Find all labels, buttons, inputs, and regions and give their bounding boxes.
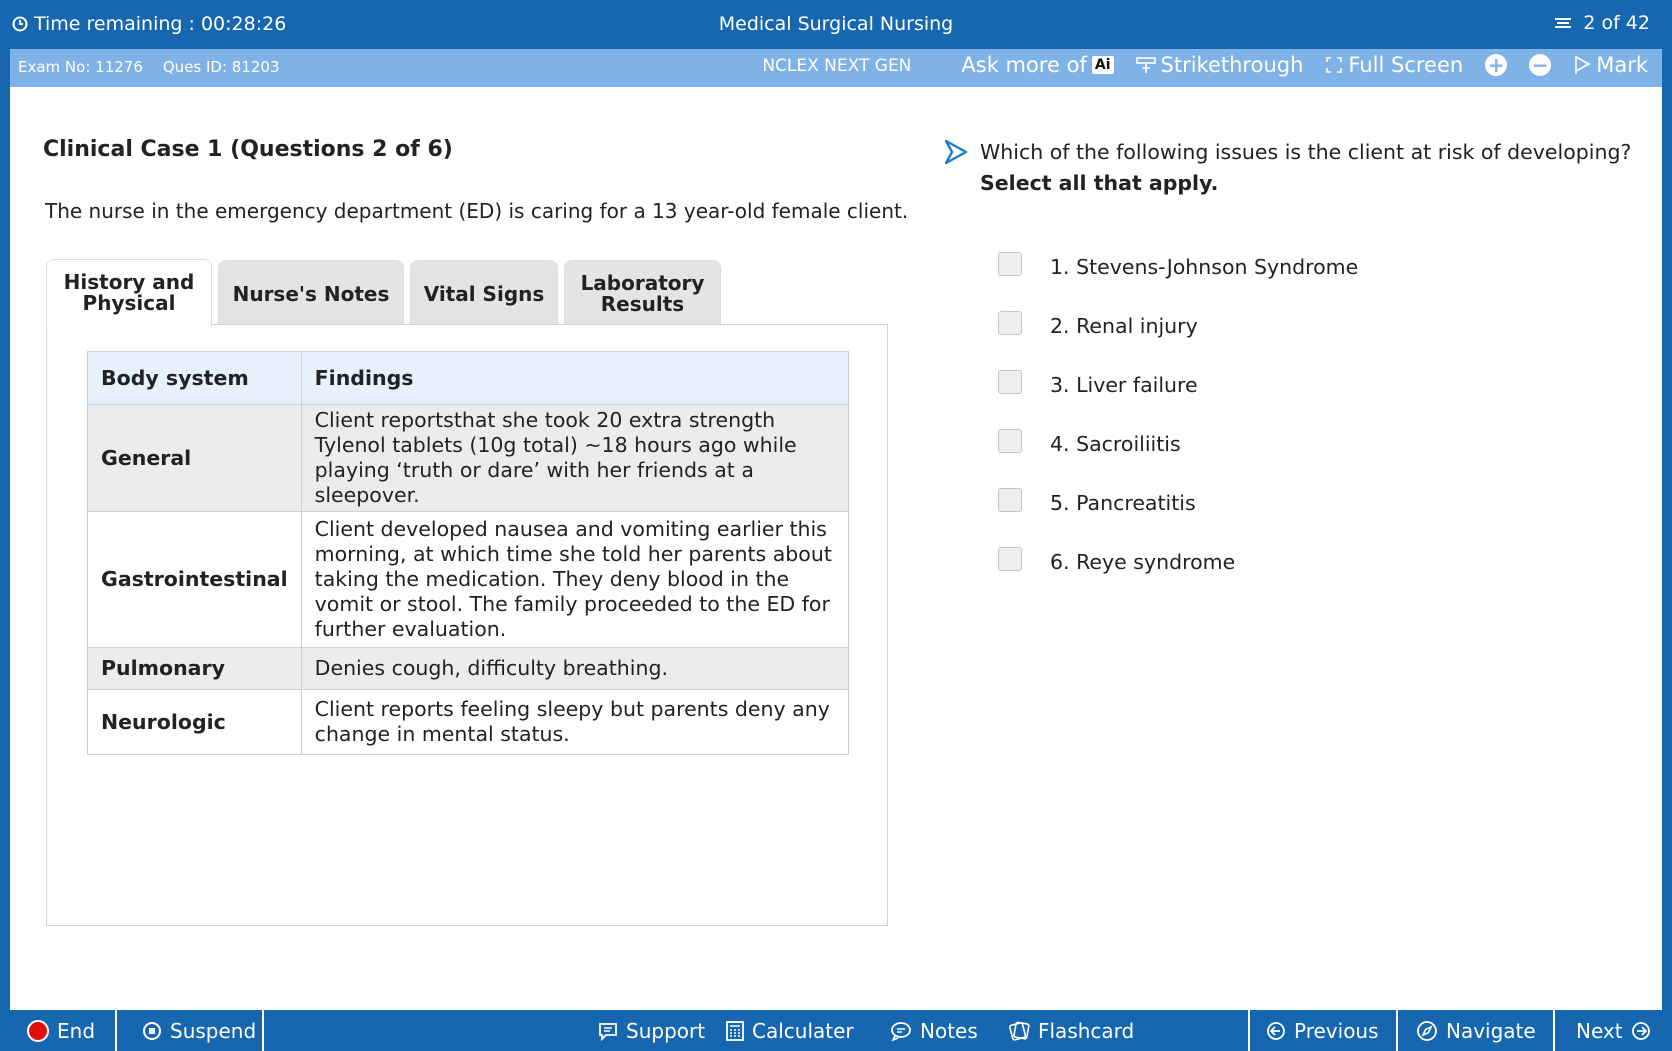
case-title: Clinical Case 1 (Questions 2 of 6) — [43, 137, 453, 162]
divider — [115, 1010, 117, 1051]
exam-number: Exam No: 11276 — [18, 58, 143, 76]
question-counter — [1553, 12, 1650, 34]
mark-button[interactable] — [1573, 53, 1648, 77]
stack-icon — [1553, 16, 1573, 30]
notes-icon — [890, 1021, 912, 1041]
case-tabs — [46, 259, 721, 327]
divider — [1396, 1010, 1398, 1051]
answer-options — [998, 237, 1358, 591]
bottom-bar — [0, 1010, 1672, 1051]
tab-label: Nurse's Notes — [232, 281, 390, 306]
tab-label-line1: History and — [63, 270, 195, 294]
findings-table — [87, 351, 849, 755]
full-screen-label: Full Screen — [1348, 53, 1464, 77]
page-title: Medical Surgical Nursing — [718, 13, 954, 35]
column-header-body-system: Body system — [88, 352, 302, 405]
column-header-findings: Findings — [301, 352, 848, 405]
previous-label: Previous — [1294, 1018, 1379, 1043]
support-button[interactable] — [598, 1010, 705, 1051]
tab-label-line2: Physical — [82, 291, 176, 315]
flashcard-label: Flashcard — [1038, 1018, 1135, 1043]
arrow-left-icon — [1266, 1021, 1286, 1041]
end-label: End — [57, 1018, 96, 1043]
full-screen-icon — [1325, 56, 1343, 74]
case-intro: The nurse in the emergency department (ED) is caring for a 13 year-old female client. — [45, 199, 909, 223]
table-row — [88, 690, 849, 755]
tab-label-line1: Laboratory — [580, 271, 705, 295]
strikethrough-label: Strikethrough — [1160, 53, 1304, 77]
findings-cell: Client developed nausea and vomiting earlier this morning, at which time she told her parents about taking the medication. They deny blood in the vomit or stool. The family proceeded to the ED for further evaluation. — [301, 512, 848, 648]
suspend-label: Suspend — [170, 1018, 257, 1043]
support-icon — [598, 1021, 618, 1041]
findings-cell: Client reportsthat she took 20 extra strength Tylenol tablets (10g total) ~18 hours ago while playing ‘truth or dare’ with her friends at a sleepover. — [301, 405, 848, 512]
tab-panel — [46, 324, 888, 926]
divider — [262, 1010, 264, 1051]
toolbar — [10, 49, 1662, 87]
flashcard-icon — [1008, 1021, 1030, 1041]
option-label: 1. Stevens-Johnson Syndrome — [1050, 254, 1359, 279]
checkbox[interactable] — [998, 429, 1022, 453]
option-3[interactable] — [998, 355, 1358, 414]
option-1[interactable] — [998, 237, 1358, 296]
strikethrough-button[interactable] — [1136, 53, 1304, 77]
arrow-right-icon — [1631, 1021, 1651, 1041]
suspend-button[interactable] — [142, 1010, 256, 1051]
top-bar — [0, 0, 1672, 49]
findings-cell: Client reports feeling sleepy but parents deny any change in mental status. — [301, 690, 848, 755]
checkbox[interactable] — [998, 252, 1022, 276]
body-system-cell: Neurologic — [88, 690, 302, 755]
option-label: 3. Liver failure — [1050, 372, 1198, 397]
suspend-icon — [142, 1021, 162, 1041]
option-label: 4. Sacroiliitis — [1050, 431, 1181, 456]
table-row — [88, 648, 849, 690]
body-system-cell: Gastrointestinal — [88, 512, 302, 648]
navigate-label: Navigate — [1446, 1018, 1536, 1043]
checkbox[interactable] — [998, 311, 1022, 335]
divider — [1553, 1010, 1555, 1051]
body-system-cell: Pulmonary — [88, 648, 302, 690]
notes-button[interactable] — [890, 1010, 978, 1051]
option-label: 6. Reye syndrome — [1050, 549, 1236, 574]
stop-icon — [27, 1020, 49, 1042]
body-system-cell: General — [88, 405, 302, 512]
strikethrough-icon — [1136, 56, 1156, 74]
checkbox[interactable] — [998, 370, 1022, 394]
table-row — [88, 512, 849, 648]
tab-nurses-notes[interactable] — [218, 260, 404, 327]
counter-label: 2 of 42 — [1583, 12, 1650, 34]
ask-ai-button[interactable] — [961, 53, 1113, 77]
tab-label: Vital Signs — [423, 281, 545, 306]
option-6[interactable] — [998, 532, 1358, 591]
divider — [1248, 1010, 1250, 1051]
option-2[interactable] — [998, 296, 1358, 355]
findings-cell: Denies cough, difficulty breathing. — [301, 648, 848, 690]
nclex-label: NCLEX NEXT GEN — [762, 56, 912, 76]
calculator-label: Calculater — [752, 1018, 854, 1043]
table-row — [88, 405, 849, 512]
zoom-in-icon[interactable]: + — [1485, 54, 1507, 76]
tab-history-physical[interactable] — [46, 259, 212, 327]
option-5[interactable] — [998, 473, 1358, 532]
tab-vital-signs[interactable] — [410, 260, 558, 327]
ai-icon: Ai — [1092, 56, 1114, 74]
notes-label: Notes — [920, 1018, 978, 1043]
full-screen-button[interactable] — [1325, 53, 1463, 77]
mark-label: Mark — [1596, 53, 1648, 77]
flag-icon — [1573, 55, 1591, 75]
support-label: Support — [626, 1018, 706, 1043]
question-instruction: Select all that apply. — [980, 171, 1219, 195]
timer-label: Time remaining : 00:28:26 — [34, 13, 287, 35]
next-button[interactable] — [1576, 1010, 1651, 1051]
calculator-button[interactable] — [726, 1010, 854, 1051]
option-label: 5. Pancreatitis — [1050, 490, 1196, 515]
question-text: Which of the following issues is the client at risk of developing? — [980, 140, 1632, 164]
option-label: 2. Renal injury — [1050, 313, 1198, 338]
flashcard-button[interactable] — [1008, 1010, 1134, 1051]
question-id: Ques ID: 81203 — [162, 58, 280, 76]
tab-label-line2: Results — [600, 292, 685, 316]
question-arrow-icon — [944, 139, 968, 165]
main-content — [10, 87, 1662, 1010]
checkbox[interactable] — [998, 547, 1022, 571]
previous-button[interactable] — [1266, 1010, 1379, 1051]
calculator-icon — [726, 1021, 744, 1041]
compass-icon — [1416, 1020, 1438, 1042]
next-label: Next — [1576, 1018, 1623, 1043]
navigate-button[interactable] — [1416, 1010, 1536, 1051]
question — [980, 137, 1640, 199]
end-button[interactable] — [27, 1010, 95, 1051]
option-4[interactable] — [998, 414, 1358, 473]
checkbox[interactable] — [998, 488, 1022, 512]
zoom-out-icon[interactable]: − — [1529, 54, 1551, 76]
table-header-row — [88, 352, 849, 405]
tab-laboratory-results[interactable] — [564, 260, 721, 327]
ask-ai-label: Ask more of — [961, 53, 1087, 77]
